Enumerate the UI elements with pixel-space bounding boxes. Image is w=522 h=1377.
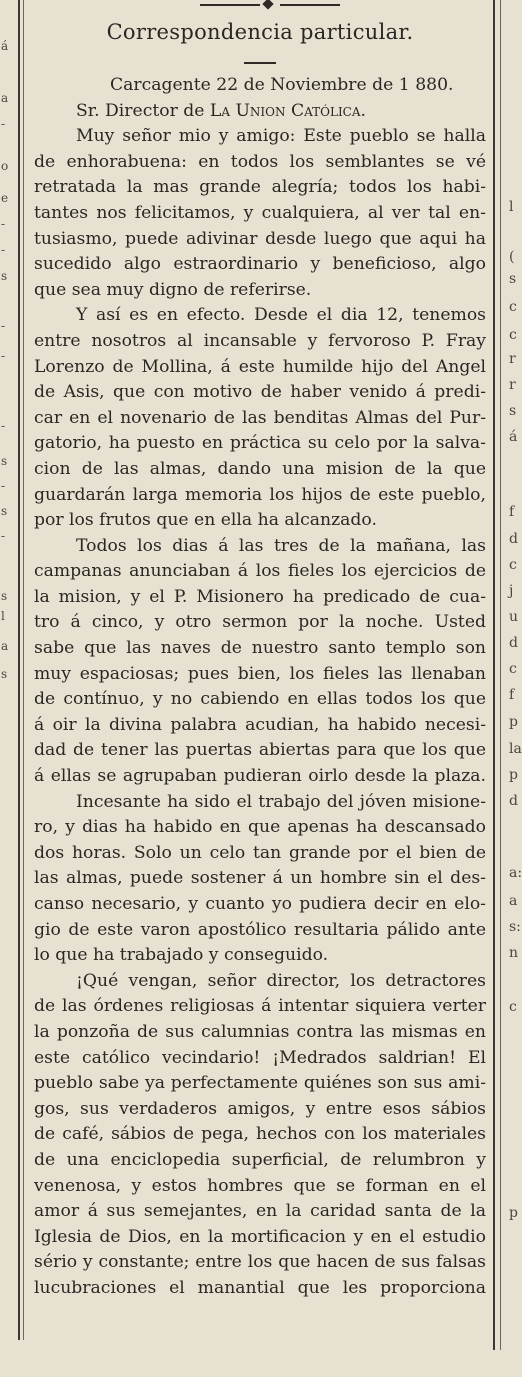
fragment-char: j xyxy=(509,583,514,599)
fragment-char: c xyxy=(509,299,517,315)
fragment-char: r xyxy=(509,377,516,393)
fragment-char: a xyxy=(509,893,518,909)
fragment-char: u xyxy=(509,609,519,625)
text-line: Incesante ha sido el trabajo del jóven misione- xyxy=(76,791,486,812)
text-line: tro á cinco, y otro sermon por la noche. Usted xyxy=(34,612,486,633)
fragment-char: f xyxy=(509,687,515,703)
text-line: de una enciclopedia superficial, de relumbron y xyxy=(34,1149,486,1170)
text-line: gio de este varon apostólico resultaria pálido ante xyxy=(34,919,486,940)
fragment-char: s xyxy=(509,403,517,419)
text-line: á oir la divina palabra acudian, ha habido necesi- xyxy=(34,714,486,735)
fragment-char: p xyxy=(509,767,518,783)
article-salutation xyxy=(34,99,486,125)
newspaper-name: La Union Católica. xyxy=(209,100,366,121)
fragment-char: s xyxy=(1,667,8,681)
fragment-char: s xyxy=(509,271,517,287)
fragment-char: á xyxy=(1,39,9,53)
fragment-char: c xyxy=(509,327,517,343)
text-line: sabe que las naves de nuestro santo templo son xyxy=(34,638,486,659)
title-divider xyxy=(244,62,276,64)
fragment-char: d xyxy=(509,531,518,547)
fragment-char: a: xyxy=(509,865,522,881)
fragment-char: - xyxy=(1,117,6,131)
fragment-char: c xyxy=(509,999,517,1015)
text-line: la ponzoña de sus calumnias contra las mismas en xyxy=(34,1021,486,1042)
column-rule-left-inner xyxy=(23,0,24,1340)
text-line: gos, sus verdaderos amigos, y entre esos sábios xyxy=(34,1098,486,1119)
fragment-char: s xyxy=(1,589,8,603)
text-line: Iglesia de Dios, en la mortificacion y en el estudio xyxy=(34,1226,486,1247)
fragment-char: f xyxy=(509,504,515,520)
text-line: las almas, puede sostener á un hombre sin el des- xyxy=(34,868,486,889)
fragment-char: - xyxy=(1,217,6,231)
text-line: sério y constante; entre los que hacen de sus falsas xyxy=(34,1252,486,1273)
text-line: la mision, y el P. Misionero ha predicado de cua- xyxy=(34,586,486,607)
text-line: que sea muy digno de referirse. xyxy=(34,279,312,300)
fragment-char: r xyxy=(509,351,516,367)
fragment-char: d xyxy=(509,635,518,651)
salutation-prefix: Sr. Director de xyxy=(76,100,205,121)
fragment-char: p xyxy=(509,1205,518,1221)
column-rule-left xyxy=(18,0,20,1340)
text-line: sucedido algo estraordinario y beneficioso, algo xyxy=(34,254,486,275)
fragment-char: l xyxy=(1,609,5,623)
fragment-char: a xyxy=(1,639,9,653)
text-line: ¡Qué vengan, señor director, los detractores xyxy=(76,970,486,991)
article-dateline: Carcagente 22 de Noviembre de 1 880. xyxy=(110,75,454,95)
text-line: de las órdenes religiosas á intentar siquiera verter xyxy=(34,996,486,1017)
text-line: tantes nos felicitamos, y cualquiera, al ver tal en- xyxy=(34,202,486,223)
text-line: Lorenzo de Mollina, á este humilde hijo del Angel xyxy=(34,356,486,377)
text-line: car en el novenario de las benditas Almas del Pur- xyxy=(34,407,486,428)
text-line: lucubraciones el manantial que les proporciona xyxy=(34,1277,486,1298)
text-line: cion de las almas, dando una mision de la que xyxy=(34,458,486,479)
text-line: campanas anunciaban á los fieles los ejercicios de xyxy=(34,561,486,582)
fragment-char: s xyxy=(1,454,8,468)
text-line: pueblo sabe ya perfectamente quiénes son sus ami- xyxy=(34,1073,486,1094)
article-body xyxy=(34,73,486,1302)
fragment-char: s xyxy=(1,269,8,283)
left-column-fragment xyxy=(0,0,14,1377)
fragment-char: o xyxy=(1,159,9,173)
fragment-char: c xyxy=(509,557,517,573)
fragment-char: - xyxy=(1,349,6,363)
fragment-char: la xyxy=(509,741,522,757)
text-line: gatorio, ha puesto en práctica su celo por la salva- xyxy=(34,433,486,454)
text-line: este católico vecindario! ¡Medrados saldrian! El xyxy=(34,1047,486,1068)
fragment-char: ( xyxy=(509,249,515,265)
fragment-char: - xyxy=(1,529,6,543)
text-line: muy espaciosas; pues bien, los fieles las llenaban xyxy=(34,663,486,684)
fragment-char: - xyxy=(1,479,6,493)
text-line: Todos los dias á las tres de la mañana, las xyxy=(76,535,486,556)
column-rule-right xyxy=(493,0,495,1350)
article-title: Correspondencia particular. xyxy=(106,20,414,44)
text-line: entre nosotros al incansable y fervoroso P. Fray xyxy=(34,330,486,351)
text-line: ro, y dias ha habido en que apenas ha descansado xyxy=(34,817,486,838)
text-line: dad de tener las puertas abiertas para que los que xyxy=(34,740,486,761)
text-line: de café, sábios de pega, hechos con los materiales xyxy=(34,1124,486,1145)
text-line: venenosa, y estos hombres que se forman en el xyxy=(34,1175,486,1196)
text-line: lo que ha trabajado y conseguido. xyxy=(34,945,329,966)
text-line: Y así es en efecto. Desde el dia 12, tenemos xyxy=(76,305,486,326)
text-line: tusiasmo, puede adivinar desde luego que aqui ha xyxy=(34,228,486,249)
fragment-char: n xyxy=(509,945,519,961)
text-line: por los frutos que en ella ha alcanzado. xyxy=(34,510,377,531)
fragment-char: p xyxy=(509,714,518,730)
fragment-char: e xyxy=(1,191,9,205)
top-ornament xyxy=(200,0,340,10)
column-rule-right-inner xyxy=(500,0,501,1350)
fragment-char: - xyxy=(1,419,6,433)
fragment-char: d xyxy=(509,793,518,809)
fragment-char: - xyxy=(1,243,6,257)
text-line: amor á sus semejantes, en la caridad santa de la xyxy=(34,1201,486,1222)
right-column-fragment xyxy=(508,0,520,1377)
fragment-char: c xyxy=(509,661,517,677)
fragment-char: l xyxy=(509,199,514,215)
text-line: retratada la mas grande alegría; todos los habi- xyxy=(34,177,486,198)
text-line: Muy señor mio y amigo: Este pueblo se halla xyxy=(76,126,486,147)
fragment-char: á xyxy=(509,429,518,445)
fragment-char: s xyxy=(1,504,8,518)
fragment-char: a xyxy=(1,91,9,105)
text-line: guardarán larga memoria los hijos de este pueblo, xyxy=(34,484,486,505)
text-line: de enhorabuena: en todos los semblantes se vé xyxy=(34,151,486,172)
fragment-char: - xyxy=(1,319,6,333)
text-line: dos horas. Solo un celo tan grande por el bien de xyxy=(34,842,486,863)
text-line: de Asis, que con motivo de haber venido á predi- xyxy=(34,382,486,403)
fragment-char: s: xyxy=(509,919,521,935)
text-line: de contínuo, y no cabiendo en ellas todos los que xyxy=(34,689,486,710)
text-line: canso necesario, y cuanto yo pudiera decir en elo- xyxy=(34,894,486,914)
text-line: á ellas se agrupaban pudieran oirlo desde la plaza. xyxy=(34,766,486,787)
